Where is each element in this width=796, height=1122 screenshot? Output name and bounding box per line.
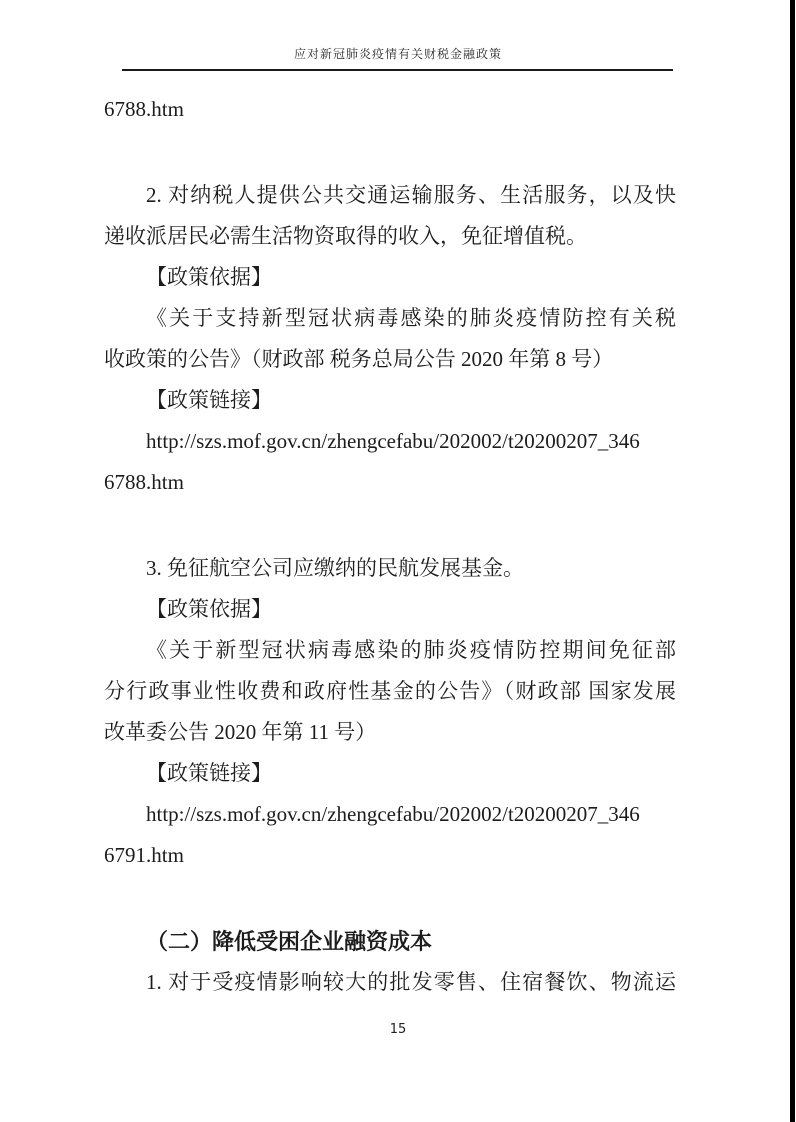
url-continuation-line: 6788.htm xyxy=(104,97,184,121)
policy-url: http://szs.mof.gov.cn/zhengcefabu/202002/t20200207_346 xyxy=(146,429,640,453)
url-continuation-line: 6791.htm xyxy=(104,843,184,867)
policy-link-label: 【政策链接】 xyxy=(146,388,272,412)
body-line: 分行政事业性收费和政府性基金的公告》（财政部 国家发展 xyxy=(104,679,676,703)
body-line: 改革委公告 2020 年第 11 号） xyxy=(104,720,377,744)
body-line: 《关于新型冠状病毒感染的肺炎疫情防控期间免征部 xyxy=(146,638,676,662)
body-line: 3. 免征航空公司应缴纳的民航发展基金。 xyxy=(146,556,524,580)
body-line: 2. 对纳税人提供公共交通运输服务、生活服务，以及快 xyxy=(146,183,676,207)
body-line: 收政策的公告》（财政部 税务总局公告 2020 年第 8 号） xyxy=(104,347,614,371)
body-line: 1. 对于受疫情影响较大的批发零售、住宿餐饮、物流运 xyxy=(146,970,676,994)
scan-border-right xyxy=(790,0,795,1122)
policy-basis-label: 【政策依据】 xyxy=(146,597,272,621)
section-heading: （二）降低受困企业融资成本 xyxy=(146,929,433,954)
policy-url: http://szs.mof.gov.cn/zhengcefabu/202002/t20200207_346 xyxy=(146,802,640,826)
header-rule xyxy=(122,69,673,71)
policy-basis-label: 【政策依据】 xyxy=(146,265,272,289)
policy-link-label: 【政策链接】 xyxy=(146,761,272,785)
running-header: 应对新冠肺炎疫情有关财税金融政策 xyxy=(293,47,502,61)
body-line: 《关于支持新型冠状病毒感染的肺炎疫情防控有关税 xyxy=(146,306,676,330)
page-number: 15 xyxy=(389,1022,407,1037)
page-body xyxy=(104,89,676,1003)
body-line: 递收派居民必需生活物资取得的收入，免征增值税。 xyxy=(104,224,587,248)
url-continuation-line: 6788.htm xyxy=(104,470,184,494)
